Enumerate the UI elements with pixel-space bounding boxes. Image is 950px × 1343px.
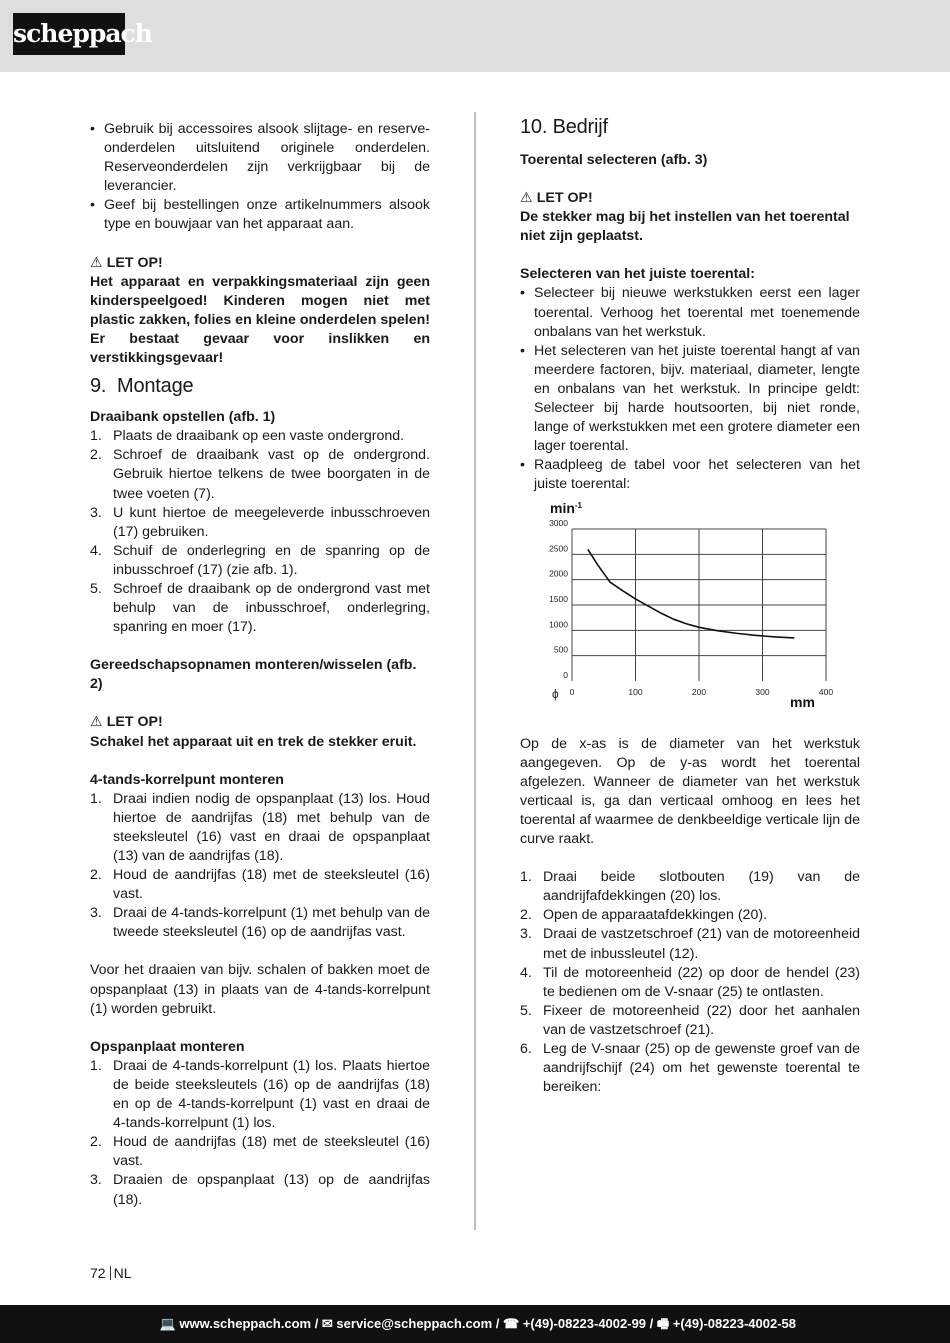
intro-bullet-list <box>90 120 430 235</box>
y-tick-label: 3000 <box>549 517 568 528</box>
list-item: 3. Draaien de opspanplaat (13) op de aandrijfas (18). <box>90 1172 430 1208</box>
belt-steps <box>520 868 860 1097</box>
warning-heading: ⚠ LET OP! <box>90 254 430 273</box>
list-item: 1. Draai de 4-tands-korrelpunt (1) los. Plaats hiertoe de beide steeksleutels (16) op de aandrijfas (18) en op de 4-tands-korrelpunt (1) vast en draai de 4-tands-korrelpunt (1) los. <box>90 1057 430 1132</box>
section-heading-bedrijf: 10. Bedrijf <box>520 116 608 138</box>
warning-text: De stekker mag bij het instellen van het toerental niet zijn geplaatst. <box>520 209 850 245</box>
list-item: 2. Houd de aandrijfas (18) met de steeksleutel (16) vast. <box>90 867 430 903</box>
subsection-title: 4-tands-korrelpunt monteren <box>90 771 284 788</box>
page-number: 72 NL <box>90 1265 132 1281</box>
setup-steps <box>90 427 430 637</box>
scheppach-logo: scheppach <box>13 13 125 55</box>
list-item: 4. Schuif de onderlegring en de spanring op de inbusschroef (17) (zie afb. 1). <box>90 542 430 578</box>
list-item: • Het selecteren van het juiste toerental hangt af van meerdere factoren, bijv. materiaal, diameter, lengte en onbalans van het werkstuk. In principe geldt: Selecteer bij harde houtsoorten, bij niet ronde, lange of werkstukken met een grotere diameter een lager toerental. <box>520 342 860 457</box>
x-tick-label: 0 <box>569 686 575 697</box>
y-tick-label: 2000 <box>549 568 568 579</box>
list-item: • Geef bij bestellingen onze artikelnummers alsook type en bouwjaar van het apparaat aan. <box>90 196 430 234</box>
list-item: 5. Schroef de draaibank op de ondergrond vast met behulp van de inbusschroef, onderlegring, spanring en moer (17). <box>90 580 430 636</box>
list-item: 2. Houd de aandrijfas (18) met de steeksleutel (16) vast. <box>90 1134 430 1170</box>
subsection-title: Gereedschapsopnamen monteren/wisselen (afb. 2) <box>90 657 417 693</box>
x-axis-label: mm <box>790 693 815 710</box>
right-column <box>520 116 860 1097</box>
warning-text: Het apparaat en verpakkingsmateriaal zijn geen kinderspeelgoed! Kinderen mogen niet met plastic zakken, folies en kleine onderdelen spelen! Er bestaat gevaar voor inslikken en verstikkingsgevaar! <box>90 273 430 367</box>
y-tick-label: 1500 <box>549 593 568 604</box>
subsection-title: Draaibank opstellen (afb. 1) <box>90 409 276 426</box>
page-header <box>0 0 950 72</box>
y-axis-label: $\min^{-1}$ <box>550 499 583 516</box>
warning-heading: ⚠ LET OP! <box>90 713 430 732</box>
y-tick-label: 500 <box>553 644 568 655</box>
list-item: 1. Draai indien nodig de opspanplaat (13) los. Houd hiertoe de aandrijfas (18) met behulp van de steeksleutel (16) vast en draai de opspanplaat (13) van de aandrijfas (18). <box>90 790 430 864</box>
list-item: 3. Draai de vastzetschroef (21) van de motoreenheid met de inbussleutel (12). <box>520 926 860 962</box>
x-tick-label: 100 <box>628 686 643 697</box>
x-tick-label: 200 <box>691 686 707 697</box>
list-item: 2. Schroef de draaibank vast op de ondergrond. Gebruik hiertoe telkens de twee boorgaten in de twee voeten (7). <box>90 447 430 502</box>
spur-steps <box>90 790 430 943</box>
warning-triangle-icon: ⚠ <box>90 714 103 731</box>
paragraph: Voor het draaien van bijv. schalen of bakken moet de opspanplaat (13) in plaats van de 4-tands-korrelpunt (1) worden gebruikt. <box>90 962 430 1017</box>
list-item: • Gebruik bij accessoires alsook slijtage- en reserve-onderdelen uitsluitend originele onderdelen. Reserveonderdelen zijn verkrijgbaar bij de leverancier. <box>90 120 430 196</box>
section-heading-montage: 9. Montage <box>90 375 194 398</box>
y-tick-label: 1000 <box>549 618 568 629</box>
faceplate-steps <box>90 1057 430 1210</box>
list-item: • Raadpleeg de tabel voor het selecteren van het juiste toerental: <box>520 456 860 494</box>
speed-chart <box>520 499 860 725</box>
list-item: 3. Draai de 4-tands-korrelpunt (1) met behulp van de tweede steeksleutel (16) op de aandrijfas vast. <box>90 905 430 941</box>
list-item: 6. Leg de V-snaar (25) op de gewenste groef van de aandrijfschijf (24) om het gewenste toerental te bereiken: <box>520 1041 860 1096</box>
page-footer <box>0 1305 950 1343</box>
list-item: 1. Draai beide slotbouten (19) van de aandrijfafdekkingen (20) los. <box>520 869 860 905</box>
subsection-title: Opspanplaat monteren <box>90 1038 245 1055</box>
select-bullet-list <box>520 284 860 494</box>
y-tick-label: 0 <box>563 669 568 680</box>
diameter-symbol: ϕ <box>552 686 559 701</box>
contact-info: 💻 www.scheppach.com / ✉ service@scheppach.com / ☎ +(49)-08223-4002-99 / 🖷 +(49)-08223-4002-58 <box>159 1316 796 1331</box>
list-item: 1. Plaats de draaibank op een vaste ondergrond. <box>90 428 405 445</box>
series-line-toerental <box>588 549 794 638</box>
warning-heading: ⚠ LET OP! <box>520 189 860 208</box>
left-column <box>90 120 430 1210</box>
y-tick-label: 2500 <box>549 542 568 553</box>
x-tick-label: 300 <box>755 686 770 697</box>
column-divider <box>474 112 476 1230</box>
list-item: • Selecteer bij nieuwe werkstukken eerst een lager toerental. Verhoog het toerental met toenemende onbalans van het werkstuk. <box>520 284 860 341</box>
warning-text: Schakel het apparaat uit en trek de stekker eruit. <box>90 733 417 750</box>
list-item: 5. Fixeer de motoreenheid (22) door het aanhalen van de vastzetschroef (21). <box>520 1002 860 1038</box>
speed-chart-svg <box>520 499 860 719</box>
list-item: 2. Open de apparaatafdekkingen (20). <box>520 907 768 924</box>
warning-triangle-icon: ⚠ <box>90 254 103 271</box>
subsection-title: Toerental selecteren (afb. 3) <box>520 152 708 168</box>
warning-triangle-icon: ⚠ <box>520 190 533 207</box>
subsection-title: Selecteren van het juiste toerental: <box>520 266 755 283</box>
paragraph: Op de x-as is de diameter van het werkstuk aangegeven. Op de y-as wordt het toerental afgelezen. Wanneer de diameter van het werkstuk verticaal is, ga dan verticaal omhoog en lees het toerental af waarmee de denkbeeldige verticale lijn de curve raakt. <box>520 735 860 848</box>
list-item: 4. Til de motoreenheid (22) op door de hendel (23) te bedienen om de V-snaar (25) te ontlasten. <box>520 964 860 1000</box>
x-tick-label: 400 <box>818 686 834 697</box>
list-item: 3. U kunt hiertoe de meegeleverde inbusschroeven (17) gebruiken. <box>90 504 430 540</box>
